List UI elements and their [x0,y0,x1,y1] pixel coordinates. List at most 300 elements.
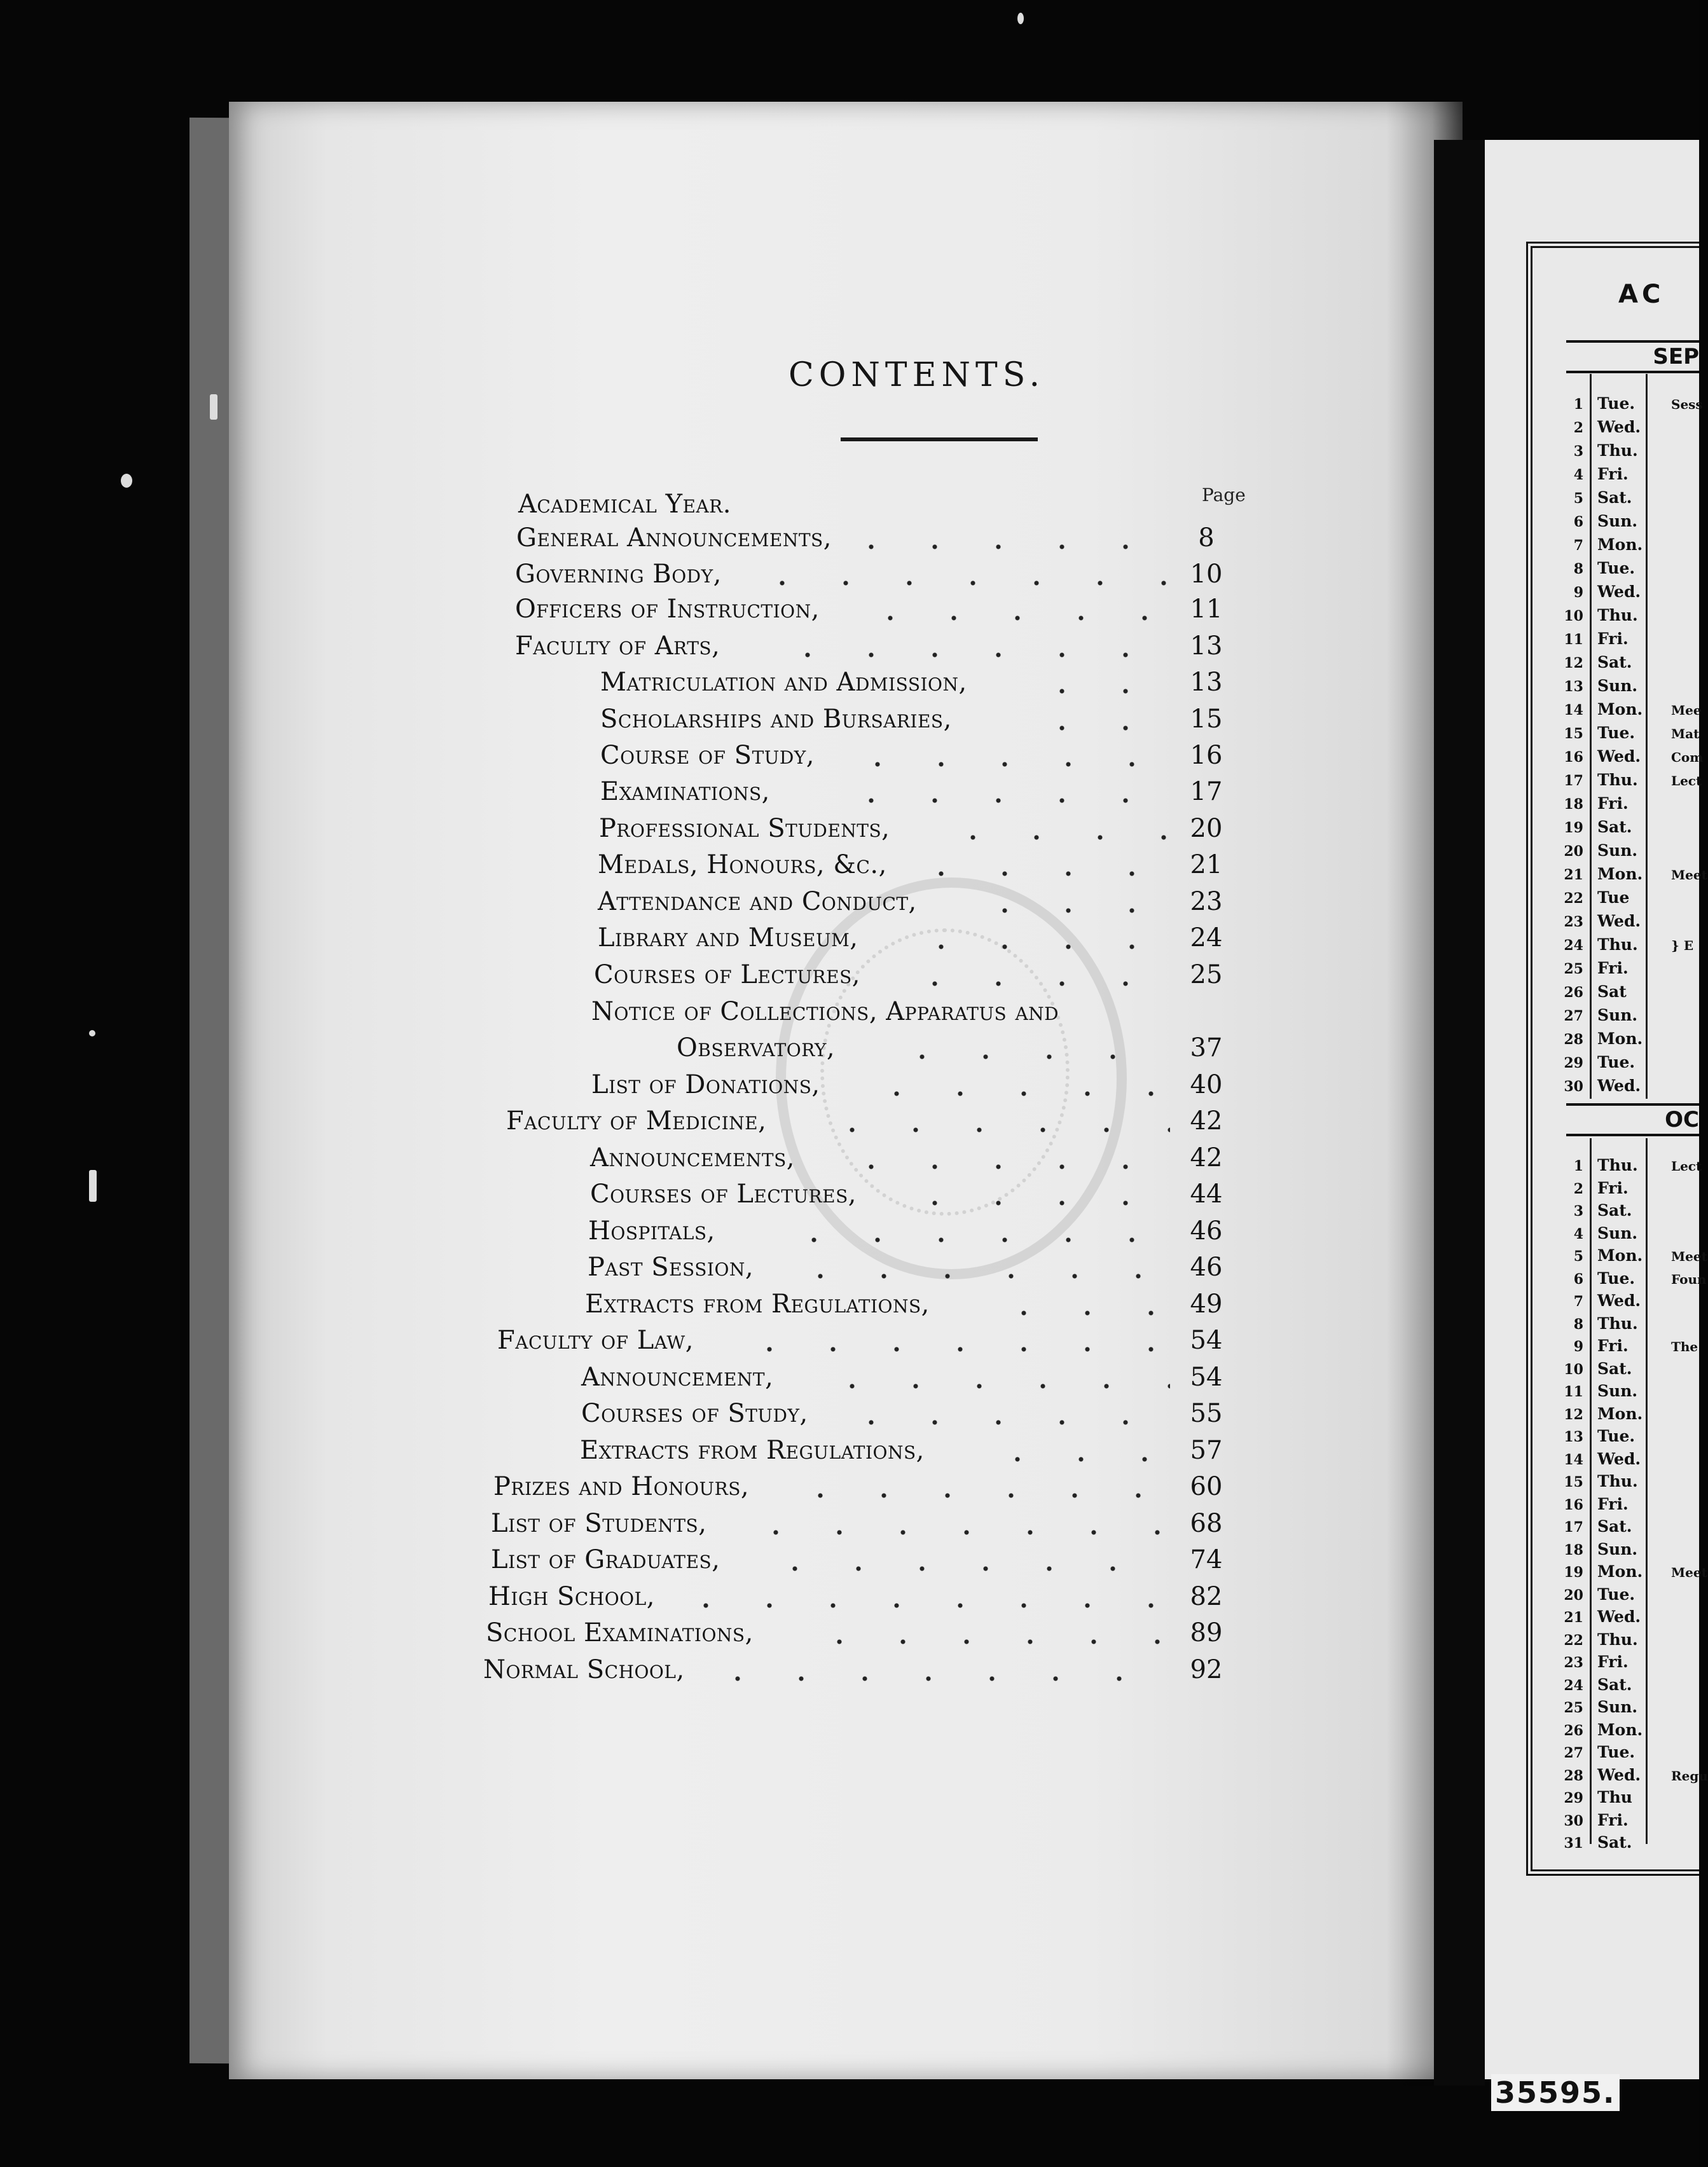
calendar-weekday: Wed. [1597,1765,1641,1784]
calendar-day-row [1552,653,1704,671]
calendar-event: Meet [1671,1565,1707,1580]
calendar-day-row [1552,629,1704,648]
calendar-weekday: Sat. [1597,818,1632,836]
calendar-weekday: Fri. [1597,465,1629,483]
dot-leader [808,1639,1170,1645]
calendar-day-number: 4 [1573,467,1583,483]
calendar-weekday: Sat [1597,982,1627,1001]
contents-entry-page: 54 [1190,1326,1223,1355]
contents-entry-label: Faculty of Law, [497,1326,694,1355]
calendar-day-number: 10 [1564,608,1583,624]
contents-entry-label: Observatory, [677,1033,836,1063]
contents-entry-label: List of Donations, [591,1070,820,1099]
contents-entry-page: 42 [1190,1143,1223,1173]
calendar-weekday: Fri. [1597,1494,1629,1513]
calendar-weekday: Sat. [1597,653,1632,671]
contents-entry-label: Professional Students, [599,814,890,843]
calendar-day-number: 13 [1564,678,1583,695]
calendar-day-row [1552,1314,1704,1333]
calendar-day-number: 7 [1573,1293,1583,1310]
calendar-day-row [1552,1562,1707,1581]
calendar-weekday: Mon. [1597,535,1643,554]
contents-entry-label: Extracts from Regulations, [580,1436,925,1465]
calendar-day-number: 17 [1564,1519,1583,1536]
calendar-day-row [1552,1517,1704,1536]
calendar-weekday: Thu. [1597,1630,1638,1649]
calendar-day-row [1552,1788,1704,1806]
calendar-day-number: 24 [1564,937,1583,954]
calendar-day-row [1552,1743,1704,1761]
calendar-day-row [1552,1246,1707,1265]
dot-leader [865,1090,1170,1097]
calendar-event: Meet [1671,1249,1707,1264]
calendar-day-number: 19 [1564,1564,1583,1581]
calendar-day-number: 30 [1564,1812,1583,1829]
calendar-day-number: 14 [1564,702,1583,719]
calendar-day-number: 6 [1573,514,1583,530]
calendar-day-row [1552,818,1704,836]
calendar-weekday: Fri. [1597,794,1629,813]
calendar-weekday: Wed. [1597,418,1641,436]
calendar-weekday: Wed. [1597,912,1641,930]
calendar-day-number: 11 [1564,631,1583,648]
contents-entry-label: Medals, Honours, &c., [598,850,887,879]
calendar-weekday: Mon. [1597,1404,1643,1423]
calendar-day-row [1552,394,1704,413]
contents-entry-page: 21 [1190,850,1223,879]
calendar-day-row [1552,1721,1704,1739]
contents-entry-page: 24 [1190,923,1223,953]
contents-entry-label: Examinations, [600,777,770,806]
calendar-day-number: 7 [1573,537,1583,554]
contents-entry-page: 46 [1190,1253,1223,1282]
contents-entry-page: 8 [1198,523,1215,553]
dot-leader [846,761,1170,767]
contents-entry-label: Notice of Collections, Apparatus and [591,997,1059,1026]
calendar-event: } E [1671,938,1694,953]
calendar-day-number: 8 [1573,1316,1583,1333]
ghost-line [649,382,666,422]
contents-entry-page: 17 [1190,777,1223,806]
calendar-day-row [1552,1540,1704,1558]
contents-entry-page: 60 [1190,1472,1223,1501]
contents-entry-label: Announcements, [590,1143,795,1173]
title-underline [841,437,1038,441]
calendar-weekday: Tue. [1597,1743,1636,1761]
calendar-weekday: Wed. [1597,1607,1641,1626]
dot-leader [839,544,1170,550]
calendar-day-row [1552,441,1704,460]
calendar-weekday: Wed. [1597,1077,1641,1095]
calendar-day-number: 19 [1564,820,1583,836]
contents-entry-label: List of Graduates, [491,1545,720,1574]
calendar-day-number: 18 [1564,796,1583,813]
calendar-weekday: Sat. [1597,1517,1632,1536]
calendar-day-number: 4 [1573,1225,1583,1242]
calendar-weekday: Mon. [1597,1562,1643,1581]
contents-entry-label: Hospitals, [588,1216,715,1246]
contents-entry-label: Governing Body, [515,560,722,589]
calendar-weekday: Thu. [1597,1472,1638,1490]
calendar-weekday: Thu. [1597,441,1638,460]
calendar-weekday: Mon. [1597,700,1643,719]
calendar-day-number: 16 [1564,749,1583,766]
dot-leader [839,797,1170,804]
contents-entry-page: 46 [1190,1216,1223,1246]
calendar-day-number: 29 [1564,1055,1583,1071]
calendar-event: Mat [1671,726,1700,741]
contents-entry-label: General Announcements, [516,523,832,553]
contents-entry-label: Faculty of Medicine, [506,1106,767,1136]
calendar-day-number: 28 [1564,1767,1583,1784]
contents-entry-page: 23 [1190,887,1223,916]
contents-entry-label: Prizes and Honours, [493,1472,750,1501]
calendar-weekday: Tue. [1597,724,1636,742]
contents-entry-page: 74 [1190,1545,1223,1574]
calendar-day-row [1552,1427,1704,1445]
calendar-weekday: Mon. [1597,1246,1643,1265]
calendar-day-number: 3 [1573,443,1583,460]
calendar-day-row [1552,1077,1704,1095]
calendar-weekday: Sat. [1597,488,1632,507]
dot-leader [941,834,1170,841]
calendar-day-row [1552,865,1707,883]
calendar-day-number: 1 [1573,1158,1583,1174]
calendar-weekday: Sun. [1597,1223,1638,1242]
dot-leader [789,1492,1170,1499]
dot-leader [1030,688,1170,694]
contents-entry-page: 15 [1190,705,1223,734]
dot-leader [782,1237,1170,1243]
dot-leader [763,1565,1170,1572]
contents-entry-page: 89 [1190,1618,1223,1648]
calendar-weekday: Sun. [1597,1382,1638,1400]
calendar-day-row [1552,1224,1704,1242]
dot-leader [973,907,1170,914]
contents-entry-page: 20 [1190,814,1223,843]
contents-entry-label: Normal School, [483,1655,685,1684]
contents-entry-page: 57 [1190,1436,1223,1465]
calendar-event: The [1671,1339,1698,1354]
contents-entry-page: 49 [1190,1290,1223,1319]
dust-speck [89,1170,97,1202]
dot-leader [744,1529,1170,1536]
calendar-weekday: Mon. [1597,1029,1643,1048]
contents-entry-label: School Examinations, [486,1618,754,1648]
calendar-day-row [1552,512,1704,530]
contents-entry-label: Academical Year. [518,490,731,519]
calendar-day-number: 20 [1564,843,1583,860]
calendar-day-number: 9 [1573,1338,1583,1355]
dot-leader [858,615,1170,621]
calendar-day-number: 3 [1573,1203,1583,1220]
calendar-day-row [1552,1765,1708,1784]
calendar-day-row [1552,677,1704,695]
calendar-day-number: 5 [1573,1248,1583,1265]
dot-leader [820,1127,1170,1133]
calendar-day-number: 1 [1573,396,1583,413]
calendar-weekday: Wed. [1597,747,1641,766]
calendar-day-number: 9 [1573,584,1583,601]
calendar-weekday: Sat. [1597,1359,1632,1378]
calendar-day-number: 16 [1564,1496,1583,1513]
calendar-day-row [1552,1291,1704,1310]
contents-entry-label: Scholarships and Bursaries, [600,705,952,734]
dot-leader [839,1419,1170,1426]
calendar-day-row [1552,724,1704,742]
calendar-day-number: 27 [1564,1008,1583,1024]
calendar-weekday: Fri. [1597,1178,1629,1197]
contents-entry-label: Courses of Lectures, [590,1180,857,1209]
calendar-event: Lect [1671,773,1702,788]
calendar-day-number: 20 [1564,1586,1583,1604]
calendar-weekday: Tue. [1597,394,1636,413]
calendar-day-row [1552,418,1704,436]
contents-entry-label: Announcement, [581,1363,774,1392]
calendar-day-row [1552,1269,1707,1288]
calendar-day-row [1552,1006,1704,1024]
contents-entry-page: 92 [1190,1655,1223,1684]
calendar-day-row [1552,1382,1704,1400]
calendar-day-row [1552,1833,1704,1852]
calendar-day-number: 11 [1564,1384,1583,1400]
calendar-day-row [1552,535,1704,554]
calendar-weekday: Fri. [1597,1337,1629,1355]
calendar-day-number: 23 [1564,914,1583,930]
dot-leader [706,1675,1170,1682]
contents-entry-label: Past Session, [588,1253,754,1282]
calendar-day-row [1552,935,1704,954]
calendar-day-number: 8 [1573,561,1583,577]
dot-leader [909,944,1170,950]
dot-leader [986,1456,1170,1462]
calendar-weekday: Thu. [1597,1156,1638,1174]
calendar-day-row [1552,1029,1704,1048]
dot-leader [903,980,1170,987]
calendar-weekday: Thu. [1597,771,1638,789]
calendar-day-row [1552,1630,1704,1649]
calendar-day-row [1552,1201,1704,1220]
calendar-weekday: Sat. [1597,1833,1632,1852]
calendar-day-number: 30 [1564,1078,1583,1095]
contents-entry-page: 55 [1190,1399,1223,1428]
calendar-day-row [1552,1585,1704,1604]
calendar-day-row [1552,1359,1704,1378]
dot-leader [992,1310,1170,1316]
calendar-day-row [1552,1675,1704,1694]
contents-entry-label: Courses of Lectures, [594,960,860,989]
calendar-weekday: Sun. [1597,1539,1638,1558]
calendar-day-number: 2 [1573,420,1583,436]
contents-entry-page: 16 [1190,741,1223,770]
contents-entry-label: Matriculation and Admission, [600,668,967,697]
contents-entry-label: Extracts from Regulations, [585,1290,930,1319]
calendar-day-number: 12 [1564,1406,1583,1423]
calendar-event: Foun [1671,1271,1707,1287]
dot-leader [890,1054,1170,1060]
calendar-day-number: 6 [1573,1270,1583,1288]
calendar-weekday: Tue [1597,888,1630,907]
page-column-heading: Page [1202,485,1246,506]
calendar-day-row [1552,1607,1704,1626]
calendar-weekday: Tue. [1597,1269,1636,1288]
calendar-day-row [1552,912,1704,930]
calendar-day-number: 17 [1564,773,1583,789]
calendar-day-number: 12 [1564,655,1583,671]
contents-entry-label: Courses of Study, [581,1399,808,1428]
calendar-day-row [1552,1495,1704,1513]
contents-entry-page: 82 [1190,1582,1223,1611]
calendar-day-number: 21 [1564,867,1583,883]
calendar-day-number: 14 [1564,1451,1583,1468]
contents-entry-page: 10 [1190,560,1223,589]
calendar-day-row [1552,606,1704,624]
calendar-day-row [1552,888,1704,907]
calendar-event: Regu [1671,1768,1708,1784]
calendar-day-number: 15 [1564,726,1583,742]
calendar-weekday: Sat. [1597,1675,1632,1694]
calendar-day-number: 23 [1564,1654,1583,1671]
contents-entry-label: Course of Study, [600,741,815,770]
month-header-october: OC [1566,1103,1699,1136]
contents-entry-label: List of Students, [491,1509,707,1538]
contents-entry-page: 11 [1190,595,1223,624]
contents-entry-label: Officers of Instruction, [515,595,820,624]
dot-leader [909,870,1170,877]
contents-entry-page: 37 [1190,1033,1223,1063]
calendar-day-number: 26 [1564,1722,1583,1739]
calendar-day-number: 5 [1573,490,1583,507]
calendar-day-row [1552,982,1704,1001]
calendar-weekday: Fri. [1597,959,1629,977]
calendar-day-row [1552,771,1704,789]
contents-entry-page: 40 [1190,1070,1223,1099]
calendar-weekday: Thu. [1597,1314,1638,1333]
dust-speck [210,394,217,420]
calendar-day-number: 13 [1564,1429,1583,1445]
calendar-day-number: 22 [1564,890,1583,907]
contents-entry-page: 13 [1190,668,1223,697]
calendar-day-row [1552,1156,1704,1174]
calendar-day-number: 27 [1564,1745,1583,1761]
calendar-weekday: Sun. [1597,1006,1638,1024]
calendar-day-row [1552,1653,1704,1671]
calendar-day-row [1552,794,1704,813]
calendar-weekday: Sun. [1597,512,1638,530]
calendar-day-number: 18 [1564,1541,1583,1558]
calendar-weekday: Mon. [1597,865,1643,883]
calendar-day-number: 26 [1564,984,1583,1001]
dust-speck [89,1030,95,1036]
calendar-weekday: Sat. [1597,1201,1632,1220]
calendar-day-row [1552,559,1704,577]
calendar-day-number: 24 [1564,1677,1583,1694]
calendar-weekday: Wed. [1597,1449,1641,1468]
calendar-day-row [1552,488,1704,507]
calendar-weekday: Sun. [1597,841,1638,860]
calendar-event: Sess [1671,397,1703,412]
calendar-weekday: Tue. [1597,1053,1636,1071]
calendar-weekday: Sun. [1597,1698,1638,1716]
catalog-number: 35595. [1491,2074,1620,2111]
dot-leader [776,652,1170,658]
calendar-day-row [1552,1053,1704,1071]
dot-leader [750,580,1170,586]
calendar-day-number: 28 [1564,1031,1583,1048]
calendar-weekday: Thu [1597,1788,1632,1806]
contents-entry-label: High School, [488,1582,655,1611]
calendar-weekday: Tue. [1597,1585,1636,1604]
calendar-day-number: 21 [1564,1609,1583,1626]
dust-speck [121,474,132,488]
dot-leader [674,1602,1170,1609]
calendar-day-row [1552,582,1704,601]
calendar-day-row [1552,1472,1704,1490]
calendar-weekday: Fri. [1597,629,1629,648]
calendar-day-row [1552,1450,1704,1468]
calendar-weekday: Thu. [1597,935,1638,954]
contents-title: CONTENTS. [789,356,1045,394]
month-header-september: SEP [1566,340,1699,373]
calendar-day-number: 31 [1564,1835,1583,1852]
calendar-day-row [1552,841,1704,860]
calendar-event: Com [1671,750,1704,765]
contents-entry-label: Library and Museum, [598,923,858,953]
dot-leader [1030,725,1170,731]
contents-entry-page: 13 [1190,631,1223,661]
dot-leader [738,1346,1170,1352]
calendar-day-row [1552,700,1704,719]
dot-leader [789,1273,1170,1279]
calendar-weekday: Tue. [1597,559,1636,577]
calendar-weekday: Wed. [1597,1291,1641,1310]
calendar-weekday: Wed. [1597,582,1641,601]
contents-entry-label: Faculty of Arts, [515,631,720,661]
calendar-day-row [1552,1337,1704,1355]
calendar-day-row [1552,1179,1704,1197]
calendar-day-row [1552,1698,1704,1716]
book-gutter [1434,140,1485,2086]
contents-entry-page: 25 [1190,960,1223,989]
calendar-event: Lect [1671,1159,1702,1174]
calendar-day-number: 25 [1564,961,1583,977]
contents-entry-page: 44 [1190,1180,1223,1209]
contents-entry-page: 54 [1190,1363,1223,1392]
dot-leader [820,1383,1170,1389]
calendar-weekday: Fri. [1597,1653,1629,1671]
contents-entry-label: Attendance and Conduct, [598,887,917,916]
calendar-weekday: Fri. [1597,1810,1629,1829]
calendar-event: Mee [1671,703,1702,718]
dot-leader [903,1200,1170,1206]
calendar-day-number: 10 [1564,1361,1583,1378]
calendar-weekday: Tue. [1597,1427,1636,1445]
calendar-weekday: Mon. [1597,1720,1643,1739]
calendar-day-row [1552,1405,1704,1423]
calendar-weekday: Thu. [1597,606,1638,624]
dust-speck [1017,13,1024,24]
calendar-day-number: 29 [1564,1790,1583,1806]
calendar-day-number: 25 [1564,1700,1583,1716]
calendar-day-number: 15 [1564,1474,1583,1490]
contents-entry-page: 68 [1190,1509,1223,1538]
calendar-day-row [1552,465,1704,483]
dot-leader [839,1164,1170,1170]
calendar-day-row [1552,1811,1704,1829]
calendar-event: Meet [1671,867,1707,883]
contents-entry-page: 42 [1190,1106,1223,1136]
calendar-title: AC [1618,280,1665,309]
